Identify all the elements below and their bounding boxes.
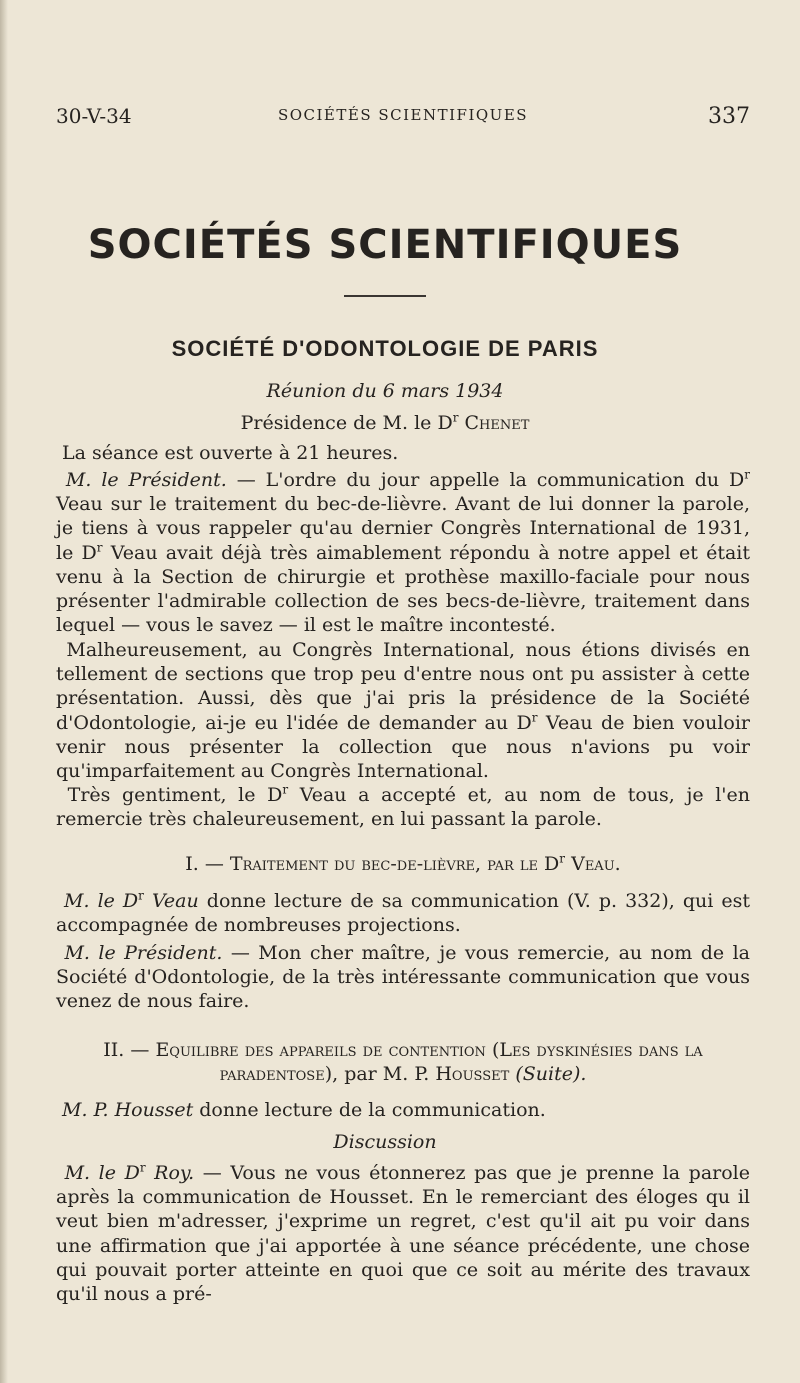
section1-number: I. — — [185, 853, 230, 875]
section2-title: Equilibre des appareils de contention (Les dyskinésies dans la paradentose — [155, 1039, 703, 1085]
housset-text: donne lecture de la communication. — [193, 1099, 546, 1121]
gentiment-text2: Veau a accepté et, au nom de tous, je l'en remercie très chaleureusement, en lui passant la parole. — [56, 784, 750, 831]
gentiment-text: Très gentiment, le D — [67, 784, 283, 806]
roy-paragraph — [56, 1161, 750, 1306]
section-heading-2 — [56, 1038, 750, 1086]
speaker-president: M. le Président. — [65, 469, 227, 491]
malheureusement-text2: Veau de bien vouloir venir nous présenter la collection que nous n'avions pu voir qu'imparfaitement au Congrès International. — [56, 711, 751, 783]
president-intro-text2: Veau sur le traitement du bec-de-lièvre. Avant de lui donner la parole, je tiens à vous rappeler qu'au dernier Congrès International de 1931, le D — [56, 493, 750, 564]
speaker-roy-name: Roy. — [145, 1162, 195, 1184]
roy-text: — Vous ne vous étonnerez pas que je prenne la parole après la communication de Housset. En le remerciant des éloges qu il veut bien m'adresser, j'exprime un regret, c'est qu'il ait pu voir dans une affirmation que j'ai apportée à une séance précédente, une chose qui pouvait porter atteinte en quoi que ce soit au mérite des travaux qu'il nous a pré- — [56, 1162, 750, 1306]
president-intro-text: — L'ordre du jour appelle la communication du D — [226, 469, 745, 491]
section2-number: II. — — [103, 1039, 156, 1061]
society-heading: SOCIÉTÉ D'ODONTOLOGIE DE PARIS — [171, 336, 599, 361]
section2-author: Housset — [435, 1063, 510, 1085]
opening-paragraph — [56, 441, 750, 465]
roy-sup: r — [139, 1160, 146, 1175]
meeting-date: Réunion du 6 mars 1934 — [266, 380, 504, 402]
presidence-line — [0, 412, 770, 434]
speaker-housset: M. P. Housset — [62, 1099, 194, 1121]
section1-title: Traitement du bec-de-lièvre, par le D — [229, 853, 560, 875]
section1-sup: r — [559, 851, 566, 866]
malheureusement-text: Malheureusement, au Congrès International, nous étions divisés en tellement de sections que trop peu d'entre nous ont pu assister à cette présentation. Aussi, dès que j'ai pris la présidence de la Société d'Odontologie, ai-je eu l'idée de demander au D — [56, 639, 750, 734]
veau-paragraph — [56, 889, 750, 937]
running-head-title: SOCIÉTÉS SCIENTIFIQUES — [277, 106, 529, 124]
presidence-prefix: Présidence de M. le D — [240, 412, 453, 434]
gentiment-paragraph — [56, 783, 750, 831]
housset-paragraph — [56, 1098, 750, 1122]
page-number: 337 — [708, 104, 750, 129]
section-heading-1 — [56, 851, 750, 877]
veau-sup: r — [138, 888, 144, 903]
main-title: SOCIÉTÉS SCIENTIFIQUES — [87, 222, 683, 268]
section2-suite: (Suite). — [509, 1063, 587, 1085]
veau-text: donne lecture de sa communication (V. p. 332), qui est accompagnée de nombreuses projections. — [56, 890, 750, 937]
president-intro-paragraph — [56, 468, 750, 637]
speaker-veau: M. le D — [64, 890, 139, 912]
speaker-veau-name: Veau — [143, 890, 199, 912]
running-head-date: 30-V-34 — [56, 104, 132, 128]
president-intro-text3: Veau avait déjà très aimablement répondu à notre appel et était venu à la Section de chirurgie et prothèse maxillo-faciale pour nous présenter l'admirable collection de ses becs-de-lièvre, traitement dans lequel — vous le savez — il est le maître incontesté. — [56, 541, 751, 637]
title-rule — [344, 295, 426, 297]
section2-close: ), par M. P. — [324, 1063, 436, 1085]
speaker-roy: M. le D — [64, 1162, 140, 1184]
dr-sup: r — [744, 467, 750, 482]
page-edge-shadow — [0, 0, 8, 1383]
dr-sup2: r — [96, 540, 103, 555]
dr-sup4: r — [282, 782, 289, 797]
malheureusement-paragraph — [56, 638, 750, 783]
section1-name: Veau. — [571, 853, 621, 875]
presidence-sup: r — [452, 410, 459, 425]
president-thanks-paragraph — [56, 941, 750, 1014]
president-thanks-text: — Mon cher maître, je vous remercie, au nom de la Société d'Odontologie, de la très intéressante communication que vous venez de nous faire. — [56, 942, 750, 1013]
dr-sup3: r — [531, 710, 538, 725]
running-head — [56, 104, 750, 132]
opening-text: La séance est ouverte à 21 heures. — [62, 442, 399, 464]
presidence-name: Chenet — [464, 412, 530, 434]
speaker-president-2: M. le Président. — [64, 942, 223, 964]
discussion-heading: Discussion — [333, 1131, 437, 1153]
